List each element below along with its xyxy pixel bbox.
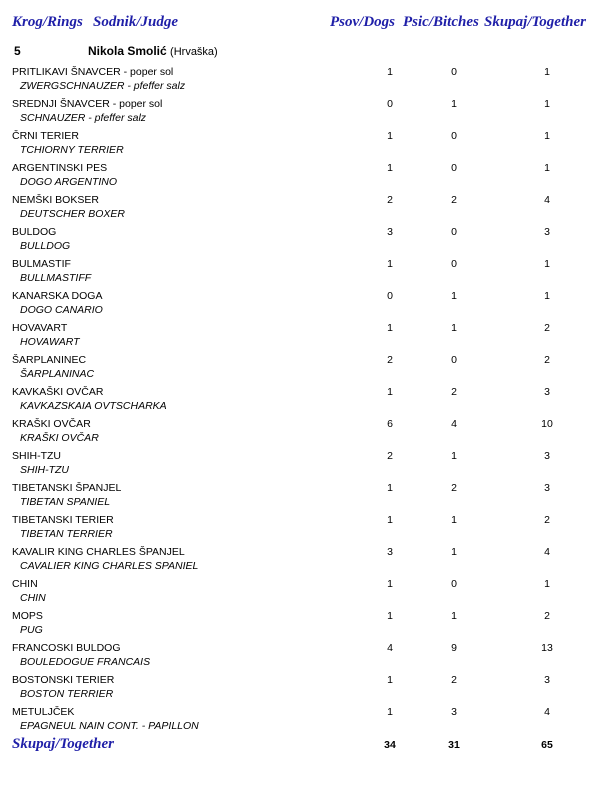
together-count: 1 (544, 66, 550, 78)
breed-name: MOPS (12, 610, 43, 622)
header-bitches: Psic/Bitches (403, 14, 479, 30)
breed-latin-name: SHIH-TZU (20, 464, 69, 476)
total-bitches: 31 (448, 739, 460, 751)
bitches-count: 1 (451, 610, 457, 622)
breed-row (0, 64, 600, 96)
breed-latin-name: BOULEDOGUE FRANCAIS (20, 656, 151, 668)
dogs-count: 1 (387, 674, 393, 686)
bitches-count: 1 (451, 322, 457, 334)
breed-latin-name: BOSTON TERRIER (20, 688, 114, 700)
breed-name: PRITLIKAVI ŠNAVCER - poper sol (12, 66, 174, 78)
breed-latin-name: DOGO ARGENTINO (20, 176, 118, 188)
breed-name: KAVKAŠKI OVČAR (12, 386, 104, 398)
breed-row (0, 384, 600, 416)
breed-name: SHIH-TZU (12, 450, 61, 462)
together-count: 4 (544, 546, 550, 558)
breed-row (0, 256, 600, 288)
together-count: 3 (544, 450, 550, 462)
breed-row (0, 416, 600, 448)
breed-latin-name: KAVKAZSKAIA OVTSCHARKA (20, 400, 167, 412)
together-count: 1 (544, 98, 550, 110)
breed-row (0, 192, 600, 224)
breed-row (0, 96, 600, 128)
breed-row (0, 320, 600, 352)
breed-row (0, 160, 600, 192)
breed-latin-name: BULLDOG (20, 240, 71, 252)
together-count: 1 (544, 130, 550, 142)
dogs-count: 4 (387, 642, 393, 654)
together-count: 1 (544, 258, 550, 270)
breed-name: KANARSKA DOGA (12, 290, 103, 302)
bitches-count: 4 (451, 418, 457, 430)
header-ring: Krog/Rings (12, 14, 83, 30)
breed-name: KRAŠKI OVČAR (12, 418, 91, 430)
breed-name: BULDOG (12, 226, 57, 238)
breed-name: ČRNI TERIER (12, 130, 79, 142)
breed-latin-name: BULLMASTIFF (20, 272, 92, 284)
breed-latin-name: EPAGNEUL NAIN CONT. - PAPILLON (20, 720, 199, 732)
dogs-count: 1 (387, 258, 393, 270)
breed-name: NEMŠKI BOKSER (12, 194, 99, 206)
dogs-count: 1 (387, 66, 393, 78)
total-label: Skupaj/Together (12, 736, 114, 752)
bitches-count: 0 (451, 578, 457, 590)
bitches-count: 0 (451, 226, 457, 238)
bitches-count: 1 (451, 546, 457, 558)
bitches-count: 2 (451, 674, 457, 686)
together-count: 2 (544, 322, 550, 334)
total-row (0, 736, 600, 756)
breed-name: TIBETANSKI TERIER (12, 514, 114, 526)
breed-name: KAVALIR KING CHARLES ŠPANJEL (12, 546, 185, 558)
breed-name: FRANCOSKI BULDOG (12, 642, 121, 654)
together-count: 2 (544, 354, 550, 366)
breed-latin-name: HOVAWART (20, 336, 80, 348)
breed-row (0, 672, 600, 704)
header-judge: Sodnik/Judge (93, 14, 179, 30)
breed-row (0, 576, 600, 608)
breed-row (0, 512, 600, 544)
breed-row (0, 544, 600, 576)
dogs-count: 1 (387, 162, 393, 174)
ring-number: 5 (14, 44, 21, 58)
breed-latin-name: TIBETAN SPANIEL (20, 496, 111, 508)
dogs-count: 1 (387, 578, 393, 590)
breed-latin-name: SCHNAUZER - pfeffer salz (20, 112, 147, 124)
dogs-count: 1 (387, 386, 393, 398)
dogs-count: 1 (387, 482, 393, 494)
together-count: 10 (541, 418, 553, 430)
breed-latin-name: TCHIORNY TERRIER (20, 144, 124, 156)
together-count: 3 (544, 226, 550, 238)
breed-row (0, 288, 600, 320)
judge-name: Nikola Smolić (88, 44, 167, 58)
bitches-count: 1 (451, 450, 457, 462)
dogs-count: 3 (387, 226, 393, 238)
together-count: 3 (544, 482, 550, 494)
breed-latin-name: TIBETAN TERRIER (20, 528, 113, 540)
breed-latin-name: KRAŠKI OVČAR (20, 432, 99, 444)
dogs-count: 1 (387, 610, 393, 622)
together-count: 1 (544, 290, 550, 302)
bitches-count: 0 (451, 162, 457, 174)
bitches-count: 0 (451, 130, 457, 142)
breed-row (0, 448, 600, 480)
judge-info (88, 44, 218, 58)
header-together: Skupaj/Together (484, 14, 586, 30)
breed-latin-name: CAVALIER KING CHARLES SPANIEL (20, 560, 199, 572)
together-count: 4 (544, 194, 550, 206)
dogs-count: 2 (387, 450, 393, 462)
dogs-count: 1 (387, 130, 393, 142)
breed-row (0, 704, 600, 736)
breed-latin-name: DEUTSCHER BOXER (20, 208, 126, 220)
total-dogs: 34 (384, 739, 396, 751)
breed-latin-name: ŠARPLANINAC (20, 368, 95, 380)
header-dogs: Psov/Dogs (330, 14, 395, 30)
together-count: 4 (544, 706, 550, 718)
breed-name: SREDNJI ŠNAVCER - poper sol (12, 98, 163, 110)
together-count: 3 (544, 674, 550, 686)
dogs-count: 1 (387, 706, 393, 718)
breed-row (0, 128, 600, 160)
breed-name: BULMASTIF (12, 258, 71, 270)
breed-name: ARGENTINSKI PES (12, 162, 108, 174)
breed-list (0, 64, 600, 736)
breed-row (0, 608, 600, 640)
bitches-count: 1 (451, 514, 457, 526)
breed-name: HOVAVART (12, 322, 68, 334)
bitches-count: 1 (451, 290, 457, 302)
breed-row (0, 224, 600, 256)
judge-country: (Hrvaška) (170, 46, 218, 58)
bitches-count: 0 (451, 258, 457, 270)
breed-name: BOSTONSKI TERIER (12, 674, 115, 686)
bitches-count: 9 (451, 642, 457, 654)
total-together: 65 (541, 739, 553, 751)
bitches-count: 2 (451, 482, 457, 494)
dogs-count: 2 (387, 354, 393, 366)
bitches-count: 2 (451, 194, 457, 206)
together-count: 3 (544, 386, 550, 398)
together-count: 2 (544, 610, 550, 622)
breed-latin-name: DOGO CANARIO (20, 304, 103, 316)
dogs-count: 6 (387, 418, 393, 430)
breed-latin-name: CHIN (20, 592, 46, 604)
bitches-count: 0 (451, 66, 457, 78)
breed-latin-name: PUG (20, 624, 43, 636)
together-count: 1 (544, 578, 550, 590)
together-count: 13 (541, 642, 553, 654)
breed-name: CHIN (12, 578, 38, 590)
breed-row (0, 480, 600, 512)
breed-name: TIBETANSKI ŠPANJEL (12, 482, 122, 494)
bitches-count: 2 (451, 386, 457, 398)
together-count: 2 (544, 514, 550, 526)
breed-row (0, 352, 600, 384)
breed-latin-name: ZWERGSCHNAUZER - pfeffer salz (20, 80, 186, 92)
dogs-count: 0 (387, 290, 393, 302)
dogs-count: 2 (387, 194, 393, 206)
bitches-count: 1 (451, 98, 457, 110)
dogs-count: 3 (387, 546, 393, 558)
dogs-count: 1 (387, 514, 393, 526)
breed-name: ŠARPLANINEC (12, 354, 87, 366)
breed-row (0, 640, 600, 672)
bitches-count: 0 (451, 354, 457, 366)
breed-name: METULJČEK (12, 706, 75, 718)
together-count: 1 (544, 162, 550, 174)
dogs-count: 1 (387, 322, 393, 334)
bitches-count: 3 (451, 706, 457, 718)
dogs-count: 0 (387, 98, 393, 110)
